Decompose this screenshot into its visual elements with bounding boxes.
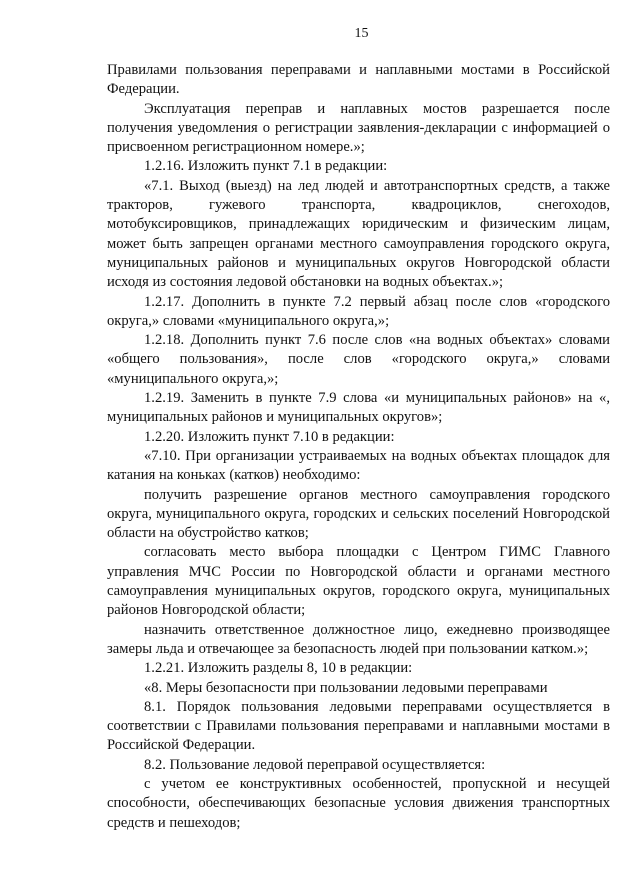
paragraph: «8. Меры безопасности при пользовании ледовыми переправами [144, 679, 548, 696]
page-number: 15 [354, 26, 369, 41]
paragraph: 1.2.18. Дополнить пункт 7.6 после слов «на водных объектах» словами «общего пользования», после слов «городского округа,» словами «муниципального округа,»; [107, 332, 610, 387]
paragraph: «7.1. Выход (выезд) на лед людей и автотранспортных средств, а также тракторов, гужевого транспорта, квадроциклов, снегоходов, мотобуксировщиков, принадлежащих юридическим и физическим лицам, может быть запрещен органами местного самоуправления городского округа, муниципальных районов и муниципальных округов Новгородской области исходя из состояния ледовой обстановки на водных объектах.»; [107, 177, 610, 291]
paragraph: 8.1. Порядок пользования ледовыми переправами осуществляется в соответствии с Правилами пользования переправами и наплавными мостами в Российской Федерации. [107, 698, 610, 754]
paragraph: 8.2. Пользование ледовой переправой осуществляется: [144, 756, 486, 773]
paragraph: согласовать место выбора площадки с Центром ГИМС Главного управления МЧС России по Новгородской области и органами местного самоуправления муниципальных округов, городского округа, муниципальных районов Новгородской области; [107, 544, 610, 619]
document-body [107, 61, 610, 833]
paragraph: Эксплуатация переправ и наплавных мостов разрешается после получения уведомления о регистрации заявления-декларации с информацией о присвоенном регистрационном номере.»; [107, 100, 610, 156]
paragraph: «7.10. При организации устраиваемых на водных объектах площадок для катания на коньках (катков) необходимо: [107, 447, 610, 484]
paragraph: назначить ответственное должностное лицо, ежедневно производящее замеры льда и отвечающее за безопасность людей при пользовании катком.»; [107, 621, 610, 657]
paragraph: 1.2.19. Заменить в пункте 7.9 слова «и муниципальных районов» на «, муниципальных районов и муниципальных округов»; [107, 390, 610, 426]
paragraph: с учетом ее конструктивных особенностей, пропускной и несущей способности, обеспечивающих безопасные условия движения транспортных средств и пешеходов; [107, 775, 610, 831]
paragraph: 1.2.17. Дополнить в пункте 7.2 первый абзац после слов «городского округа,» словами «муниципального округа,»; [107, 293, 610, 329]
paragraph: 1.2.20. Изложить пункт 7.10 в редакции: [144, 428, 395, 445]
paragraph: Правилами пользования переправами и наплавными мостами в Российской Федерации. [107, 62, 610, 98]
paragraph: получить разрешение органов местного самоуправления городского округа, муниципального округа, городских и сельских поселений Новгородской области на обустройство катков; [107, 486, 610, 542]
paragraph: 1.2.16. Изложить пункт 7.1 в редакции: [144, 158, 388, 175]
paragraph: 1.2.21. Изложить разделы 8, 10 в редакции: [144, 660, 413, 677]
